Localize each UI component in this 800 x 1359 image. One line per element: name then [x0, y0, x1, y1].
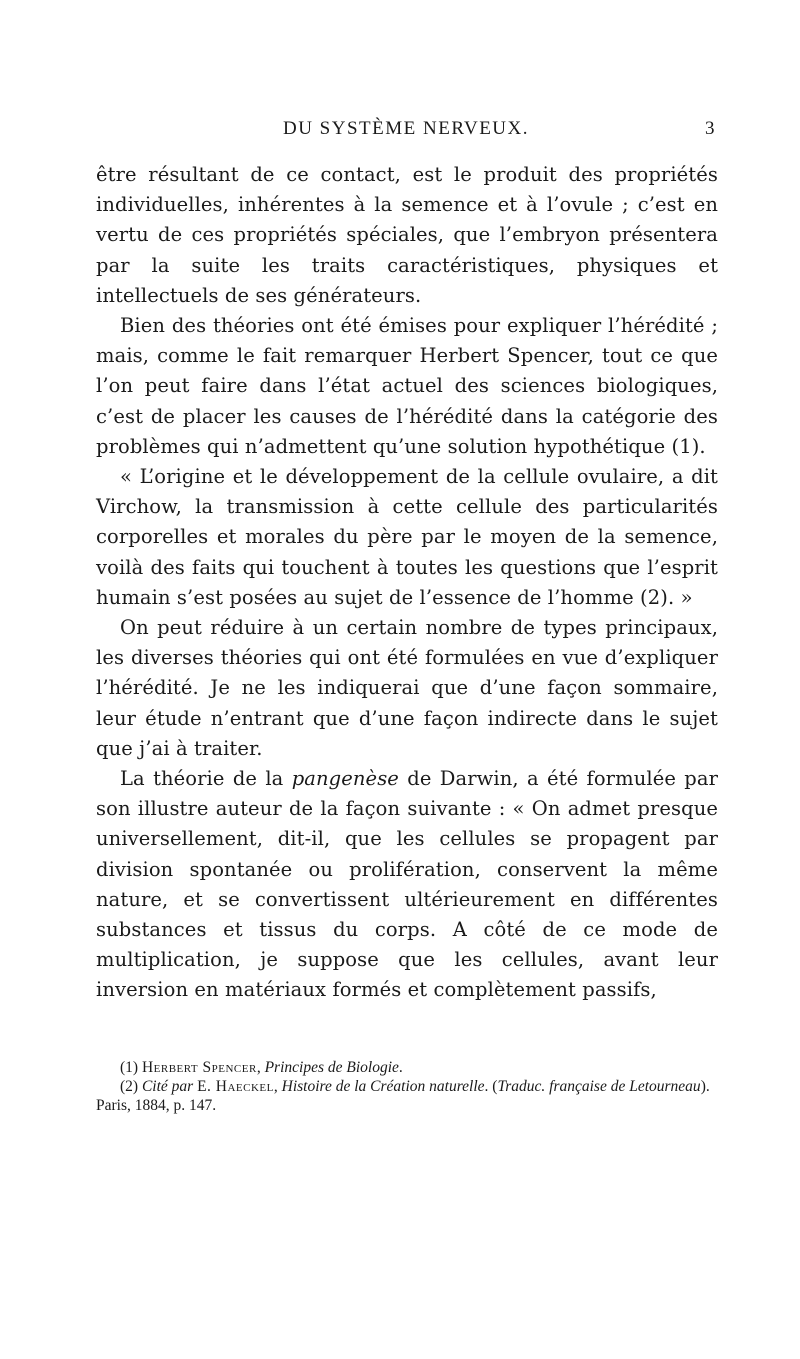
paragraph-4: On peut réduire à un certain nombre de types principaux, les diverses théories qui ont été formulées en vue d’expliquer l’hérédité. Je ne les indiquerai que d’une façon sommaire, leur étude n’entrant que d’une façon indirecte dans le sujet que j’ai à traiter. — [96, 616, 718, 760]
footnote-2-author: E. Haeckel — [197, 1078, 274, 1095]
footnote-2: (2) Cité par E. Haeckel, Histoire de la Création naturelle. (Traduc. française de Letourneau). Paris, 1884, p. 147. — [96, 1078, 710, 1114]
footnote-2-prefix: Cité par — [141, 1078, 194, 1095]
footnote-1: (1) Herbert Spencer, Principes de Biologie. — [120, 1059, 403, 1076]
paragraph-5-pangenese — [96, 764, 718, 1006]
footnote-1-marker: (1) — [120, 1059, 139, 1076]
footnote-2-tail: ). Paris, 1884, p. 147. — [96, 1078, 710, 1114]
paragraph-5-after: de Darwin, a été formulée par son illustre auteur de la façon suivante : « On admet presque universellement, dit-il, que les cellules se propagent par division spontanée ou prolifération, conservent la même nature, et se convertissent ultérieurement en différentes substances et tissus du corps. A côté de ce mode de multiplication, je suppose que les cellules, avant leur inversion en matériaux formés et complètement passifs, — [96, 767, 718, 1002]
body-text — [96, 160, 718, 1006]
footnote-1-author: Herbert Spencer — [141, 1059, 257, 1076]
paragraph-5-before: La théorie de la — [120, 767, 292, 791]
footnote-2-marker: (2) — [120, 1078, 139, 1095]
footnote-2-translator: Traduc. française de Letourneau — [497, 1078, 701, 1095]
running-head-title: DU SYSTÈME NERVEUX. — [282, 118, 529, 139]
running-head — [96, 118, 716, 142]
footnote-2-work: Histoire de la Création naturelle — [281, 1078, 485, 1095]
footnote-1-work: Principes de Biologie — [264, 1059, 399, 1076]
footnotes — [96, 1058, 718, 1115]
paragraph-3-virchow-quote: « L’origine et le développement de la cellule ovulaire, a dit Virchow, la transmission à cette cellule des particularités corporelles et morales du père par le moyen de la semence, voilà des faits qui touchent à toutes les questions que l’esprit humain s’est posées au sujet de l’essence de l’homme (2). » — [96, 465, 718, 609]
footnote-1-tail: . — [398, 1059, 403, 1076]
paragraph-2: Bien des théories ont été émises pour expliquer l’hérédité ; mais, comme le fait remarquer Herbert Spencer, tout ce que l’on peut faire dans l’état actuel des sciences biologiques, c’est de placer les causes de l’hérédité dans la catégorie des problèmes qui n’admettent qu’une solution hypothétique (1). — [96, 314, 718, 458]
footnote-2-paren-open: . ( — [484, 1078, 498, 1095]
page-number: 3 — [705, 118, 716, 139]
pangenese-term: pangenèse — [291, 767, 399, 791]
paragraph-1: être résultant de ce contact, est le produit des propriétés individuelles, inhérentes à la semence et à l’ovule ; c’est en vertu de ces propriétés spéciales, que l’embryon présentera par la suite les traits caractéristiques, physiques et intellectuels de ses générateurs. — [96, 163, 718, 307]
